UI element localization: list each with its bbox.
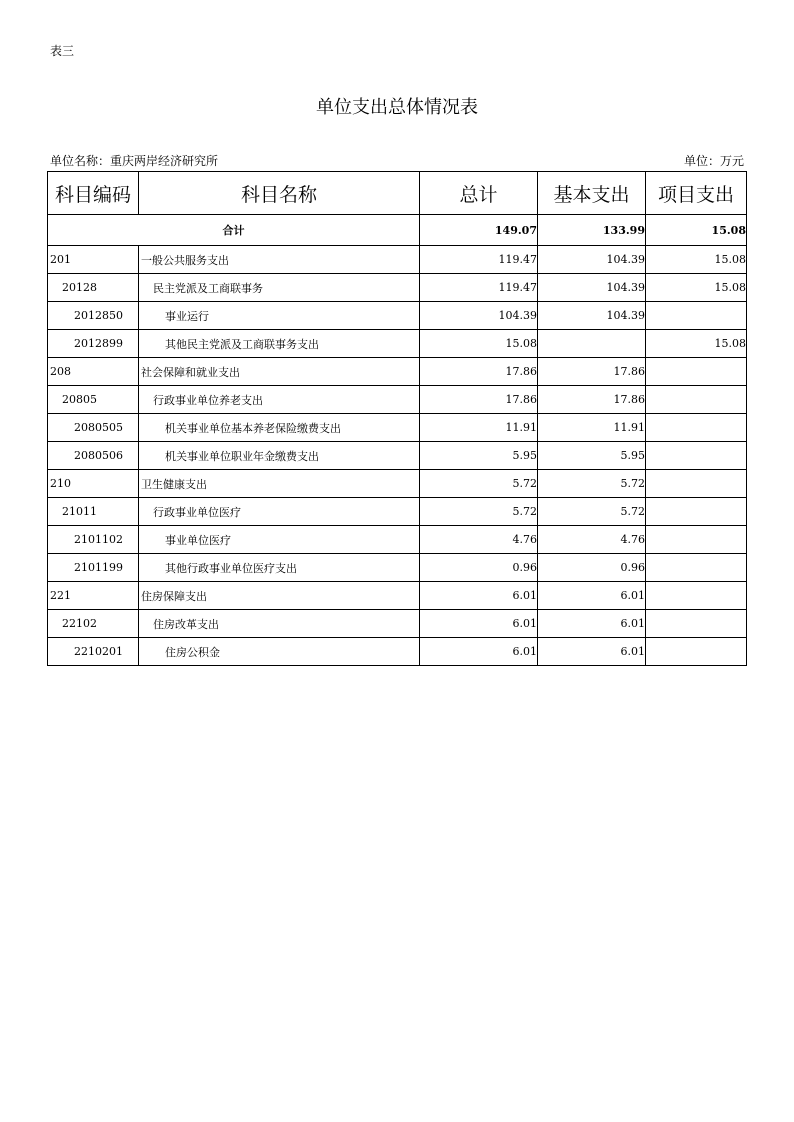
row-basic: 104.39 [538, 274, 646, 302]
row-basic: 104.39 [538, 246, 646, 274]
row-code: 201 [48, 246, 139, 274]
table-row [48, 442, 747, 470]
row-project [646, 638, 747, 666]
row-project [646, 414, 747, 442]
row-name: 机关事业单位基本养老保险缴费支出 [139, 414, 420, 442]
row-name: 机关事业单位职业年金缴费支出 [139, 442, 420, 470]
row-basic [538, 330, 646, 358]
row-code: 2210201 [48, 638, 139, 666]
row-project [646, 610, 747, 638]
table-row [48, 554, 747, 582]
row-name: 其他行政事业单位医疗支出 [139, 554, 420, 582]
row-name: 事业单位医疗 [139, 526, 420, 554]
row-code: 2101199 [48, 554, 139, 582]
row-project: 15.08 [646, 274, 747, 302]
row-total: 5.95 [420, 442, 538, 470]
column-header-project: 项目支出 [646, 172, 747, 215]
row-project [646, 386, 747, 414]
row-project: 15.08 [646, 246, 747, 274]
row-basic: 17.86 [538, 358, 646, 386]
row-code: 210 [48, 470, 139, 498]
row-name: 行政事业单位养老支出 [139, 386, 420, 414]
row-project: 15.08 [646, 330, 747, 358]
row-name: 住房公积金 [139, 638, 420, 666]
row-total: 17.86 [420, 386, 538, 414]
row-total: 5.72 [420, 470, 538, 498]
row-basic: 104.39 [538, 302, 646, 330]
table-row [48, 274, 747, 302]
table-row [48, 358, 747, 386]
row-project [646, 470, 747, 498]
total-label: 合计 [48, 215, 420, 246]
row-project [646, 582, 747, 610]
row-code: 22102 [48, 610, 139, 638]
table-row [48, 302, 747, 330]
row-basic: 11.91 [538, 414, 646, 442]
row-basic: 4.76 [538, 526, 646, 554]
expenditure-table [47, 171, 747, 666]
row-total: 6.01 [420, 638, 538, 666]
column-header-code: 科目编码 [48, 172, 139, 215]
table-row [48, 246, 747, 274]
row-project [646, 442, 747, 470]
row-project [646, 526, 747, 554]
row-total: 15.08 [420, 330, 538, 358]
unit-name: 单位名称：重庆两岸经济研究所 [50, 154, 219, 168]
row-name: 民主党派及工商联事务 [139, 274, 420, 302]
table-row [48, 526, 747, 554]
row-total: 6.01 [420, 610, 538, 638]
row-code: 2012850 [48, 302, 139, 330]
row-project [646, 498, 747, 526]
row-total: 119.47 [420, 246, 538, 274]
row-name: 其他民主党派及工商联事务支出 [139, 330, 420, 358]
row-name: 住房保障支出 [139, 582, 420, 610]
row-name: 事业运行 [139, 302, 420, 330]
row-total: 119.47 [420, 274, 538, 302]
total-sum: 149.07 [420, 215, 538, 246]
row-basic: 5.72 [538, 498, 646, 526]
row-basic: 5.72 [538, 470, 646, 498]
total-project: 15.08 [646, 215, 747, 246]
table-row [48, 470, 747, 498]
row-code: 221 [48, 582, 139, 610]
row-basic: 0.96 [538, 554, 646, 582]
row-total: 17.86 [420, 358, 538, 386]
row-basic: 6.01 [538, 610, 646, 638]
row-code: 2080505 [48, 414, 139, 442]
table-row [48, 414, 747, 442]
header-row [48, 172, 747, 215]
table-row [48, 386, 747, 414]
row-basic: 17.86 [538, 386, 646, 414]
row-total: 104.39 [420, 302, 538, 330]
row-total: 5.72 [420, 498, 538, 526]
total-basic: 133.99 [538, 215, 646, 246]
row-code: 20128 [48, 274, 139, 302]
row-basic: 5.95 [538, 442, 646, 470]
row-basic: 6.01 [538, 638, 646, 666]
row-code: 2101102 [48, 526, 139, 554]
column-header-name: 科目名称 [139, 172, 420, 215]
row-total: 4.76 [420, 526, 538, 554]
row-code: 20805 [48, 386, 139, 414]
table-row [48, 610, 747, 638]
table-label: 表三 [50, 44, 75, 58]
total-row [48, 215, 747, 246]
row-name: 住房改革支出 [139, 610, 420, 638]
row-code: 2012899 [48, 330, 139, 358]
row-total: 11.91 [420, 414, 538, 442]
column-header-total: 总计 [420, 172, 538, 215]
currency-unit: 单位：万元 [683, 154, 744, 168]
table-row [48, 638, 747, 666]
table-row [48, 498, 747, 526]
row-name: 一般公共服务支出 [139, 246, 420, 274]
row-project [646, 358, 747, 386]
table-row [48, 582, 747, 610]
row-total: 0.96 [420, 554, 538, 582]
row-code: 208 [48, 358, 139, 386]
table-row [48, 330, 747, 358]
row-code: 21011 [48, 498, 139, 526]
row-name: 行政事业单位医疗 [139, 498, 420, 526]
row-name: 卫生健康支出 [139, 470, 420, 498]
row-name: 社会保障和就业支出 [139, 358, 420, 386]
row-project [646, 302, 747, 330]
row-code: 2080506 [48, 442, 139, 470]
column-header-basic: 基本支出 [538, 172, 646, 215]
row-project [646, 554, 747, 582]
page-title: 单位支出总体情况表 [316, 97, 478, 118]
row-basic: 6.01 [538, 582, 646, 610]
row-total: 6.01 [420, 582, 538, 610]
